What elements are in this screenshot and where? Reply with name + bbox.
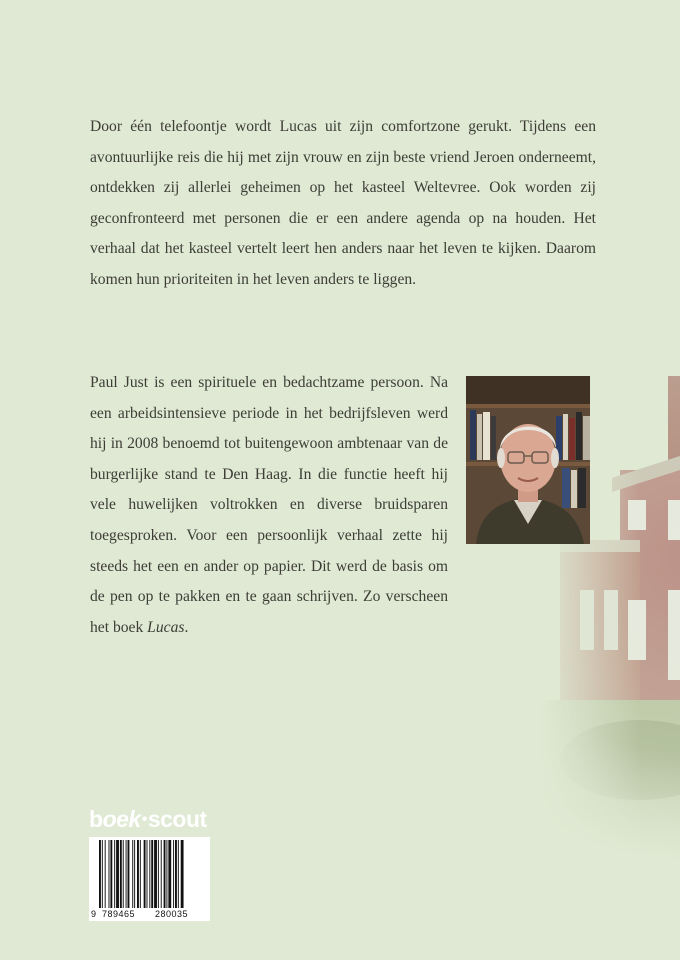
bio-end: . — [184, 618, 189, 636]
barcode-bar — [158, 840, 159, 908]
logo-dot: • — [141, 811, 147, 828]
barcode-bar — [147, 840, 148, 908]
barcode-bar — [164, 840, 166, 908]
barcode-bar — [161, 840, 162, 908]
barcode-bar — [149, 840, 150, 908]
barcode-bar — [137, 840, 139, 908]
blurb-text: Door één telefoontje wordt Lucas uit zijn comfortzone gerukt. Tijdens een avontuurlijke reis die hij met zijn vrouw en zijn beste vriend Jeroen onderneemt, ontdekken zij allerlei geheimen op het kasteel Weltevree. Ook worden zij geconfronteerd met personen die er een andere agenda op na houden. Het verhaal dat het kasteel vertelt leert hen anders naar het leven te kijken. Daarom komen hun prioriteiten in het leven anders te liggen. — [90, 118, 596, 288]
book-blurb — [90, 112, 596, 296]
barcode-group-1: 789465 — [102, 909, 136, 919]
barcode-bar — [154, 840, 157, 908]
barcode-bar — [168, 840, 171, 908]
isbn-barcode — [89, 837, 210, 921]
barcode-bar — [116, 840, 119, 908]
barcode-bar — [151, 840, 153, 908]
barcode-bar — [99, 840, 101, 908]
barcode-bar — [109, 840, 110, 908]
barcode-bar — [178, 840, 179, 908]
barcode-bar — [123, 840, 124, 908]
barcode-bar — [144, 840, 146, 908]
author-photo — [466, 376, 590, 544]
bio-text: Paul Just is een spirituele en bedachtzame persoon. Na een arbeidsintensieve periode in het bedrijfsleven werd hij in 2008 benoemd tot buitengewoon ambtenaar van de burgerlijke stand te Den Haag. In die functie heeft hij vele huwelijken voltrokken en diverse bruidsparen toegesproken. Voor een persoonlijk verhaal zette hij steeds het een en ander op papier. Dit werd de basis om de pen op te pakken en te gaan schrijven. Zo verscheen het boek — [90, 374, 448, 636]
bio-paragraph — [90, 368, 448, 643]
barcode-bar — [140, 840, 141, 908]
logo-scout: scout — [147, 806, 207, 832]
author-bio — [90, 368, 448, 643]
barcode-bar — [128, 840, 130, 908]
barcode-bar — [132, 840, 133, 908]
book-title-italic: Lucas — [147, 618, 185, 636]
barcode-first-digit: 9 — [91, 909, 97, 919]
barcode-bar — [110, 840, 112, 908]
barcode-group-2: 280035 — [155, 909, 189, 919]
barcode-bar — [166, 840, 167, 908]
barcode-bar — [114, 840, 115, 908]
barcode-bar — [120, 840, 122, 908]
barcode-bar — [126, 840, 127, 908]
barcode-bar — [173, 840, 174, 908]
barcode-bar — [102, 840, 103, 908]
publisher-logo — [89, 806, 207, 833]
barcode-bar — [134, 840, 135, 908]
logo-b: b — [89, 806, 103, 832]
barcode-bar — [105, 840, 106, 908]
barcode-bar — [181, 840, 184, 908]
barcode-bar — [175, 840, 177, 908]
logo-oek: oek — [102, 806, 141, 832]
